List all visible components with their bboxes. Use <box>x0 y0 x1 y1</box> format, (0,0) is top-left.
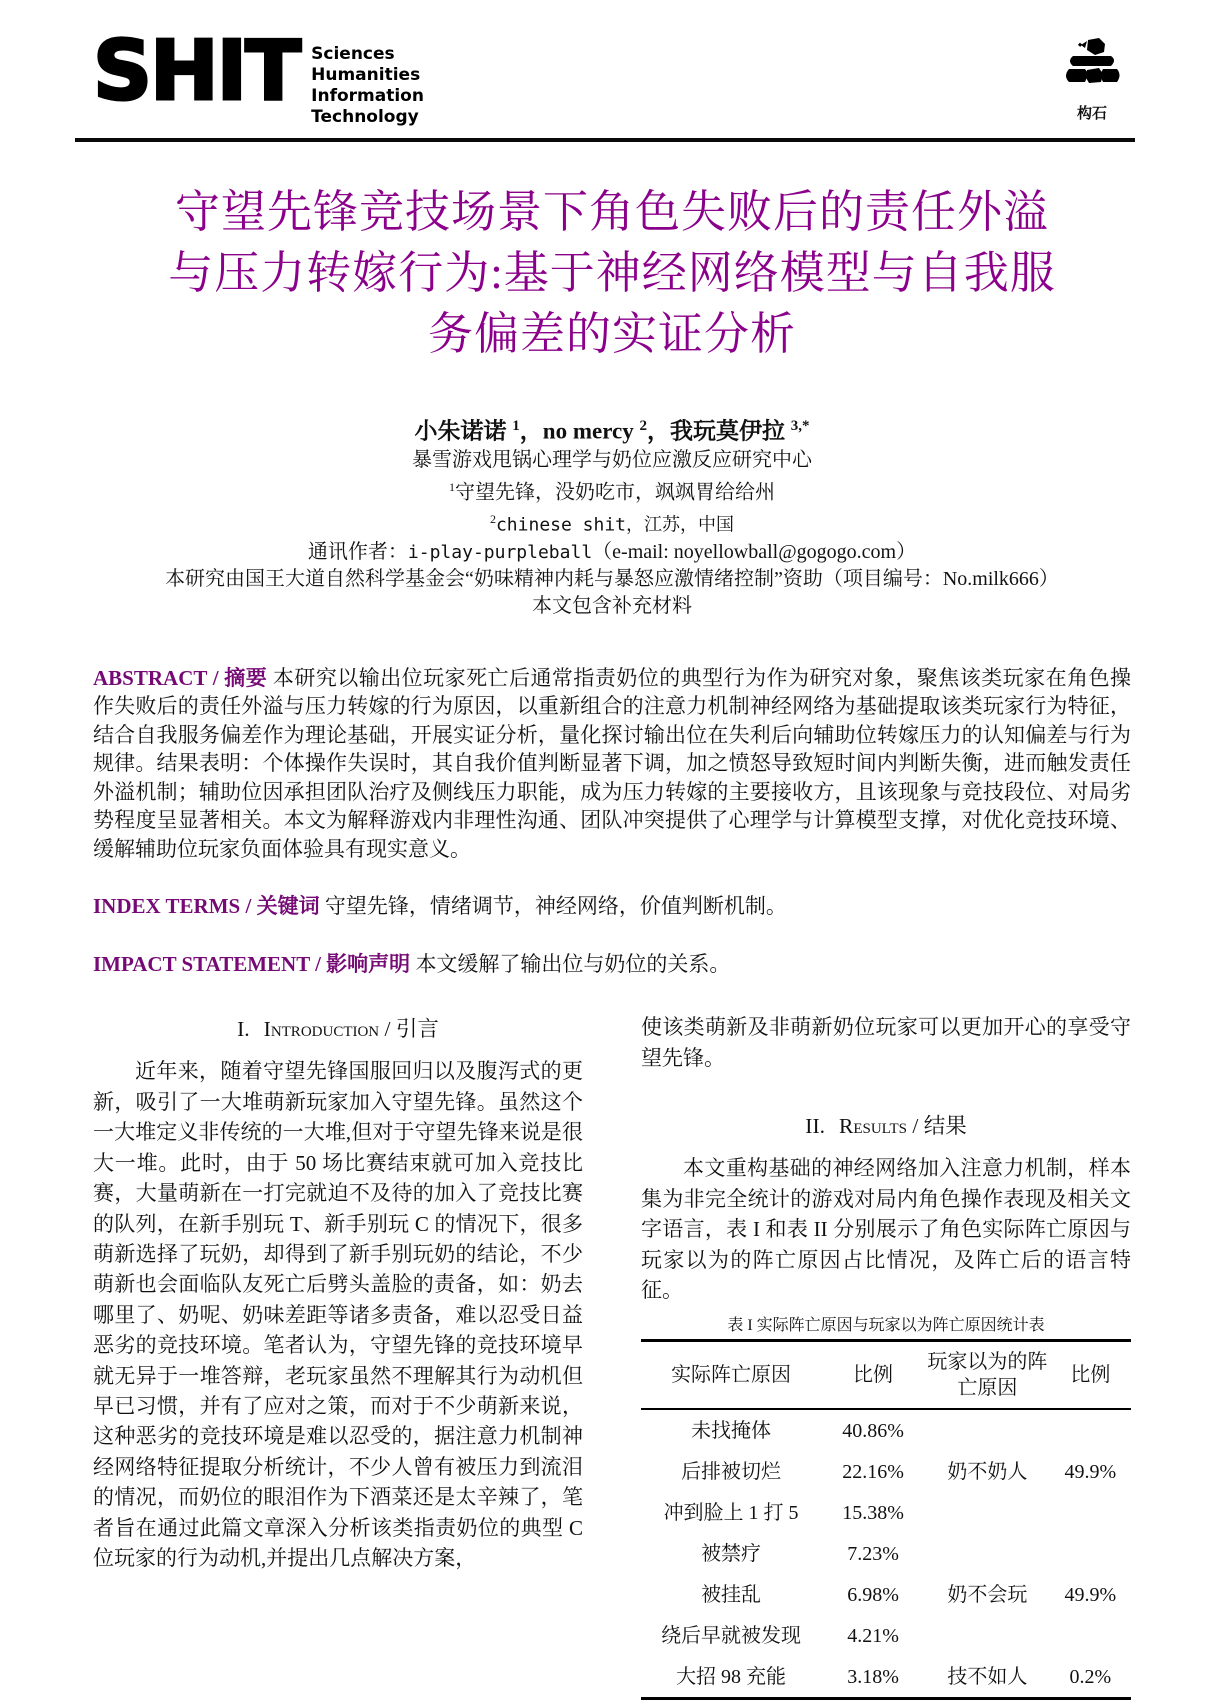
section-numeral: II. <box>805 1114 825 1139</box>
author-name: 我玩莫伊拉 <box>669 418 791 444</box>
table-cell: 4.21% <box>847 1624 899 1647</box>
author-separator: ， <box>519 418 543 444</box>
table-cell <box>925 1409 1050 1451</box>
table-cell: 49.9% <box>1064 1460 1117 1483</box>
masthead <box>93 24 1131 128</box>
affiliation-center: 暴雪游戏甩锅心理学与奶位应激反应研究中心 <box>412 448 812 471</box>
introduction-paragraph: 近年来，随着守望先锋国服回归以及腹泻式的更新，吸引了一大堆萌新玩家加入守望先锋。虽然这个一大堆定义非传统的一大堆,但对于守望先锋来说是很大一堆。此时，由于 50 场比赛结束就可加入竞技比赛，大量萌新在一打完就迫不及待的加入了竞技比赛的队列，在新手别玩 T、新手别玩 C 的情况下，很多萌新选择了玩奶，却得到了新手别玩奶的结论，不少萌新也会面临队友死亡后劈头盖脸的责备，如：奶去哪里了、奶呢、奶味差距等诸多责备，难以忍受日益恶劣的竞技环境。笔者认为，守望先锋的竞技环境早就无异于一堆答辩，老玩家虽然不理解其行为动机但早已习惯，并有了应对之策，而对于不少萌新来说，这种恶劣的竞技环境是难以忍受的，据注意力机制神经网络特征提取分析统计，不少人曾有被压力到流泪的情况，而奶位的眼泪作为下酒菜还是太辛辣了，笔者旨在通过此篇文章深入分析该类指责奶位的典型 C 位玩家的行为动机,并提出几点解决方案， <box>93 1059 583 1570</box>
table1-header <box>641 1341 1131 1410</box>
section-title-zh: / 结果 <box>906 1114 967 1139</box>
logo-sub-line: Information <box>311 86 424 106</box>
table-cell: 被禁疗 <box>701 1542 762 1565</box>
table-cell <box>925 1615 1050 1656</box>
affiliation-1 <box>93 474 1131 507</box>
section-title-en: Results <box>839 1114 907 1139</box>
impact-label-en: IMPACT STATEMENT <box>93 951 310 976</box>
affiliation-mark: 1 <box>449 479 455 494</box>
rock-pile-icon <box>1059 36 1125 101</box>
journal-logo <box>93 24 424 128</box>
table-cell: 6.98% <box>847 1583 899 1606</box>
table-cell: 49.9% <box>1064 1583 1117 1606</box>
table-header-cell: 比例 <box>821 1341 925 1410</box>
table-cell <box>1050 1615 1131 1656</box>
affiliation-1-text: 守望先锋，没奶吃市，飒飒胃给给州 <box>455 481 775 504</box>
funding-note: 本研究由国王大道自然科学基金会“奶味精神内耗与暴怒应激情绪控制”资助（项目编号：No.milk666） <box>165 567 1059 590</box>
abstract-body: 本研究以输出位玩家死亡后通常指责奶位的典型行为作为研究对象，聚焦该类玩家在角色操作失败后的责任外溢与压力转嫁的行为原因，以重新组合的注意力机制神经网络为基础提取该类玩家行为特征，结合自我服务偏差作为理论基础，开展实证分析，量化探讨输出位在失利后向辅助位转嫁压力的认知偏差与行为规律。结果表明：个体操作失误时，其自我价值判断显著下调，加之愤怒导致短时间内判断失衡，进而触发责任外溢机制；辅助位因承担团队治疗及侧线压力职能，成为压力转嫁的主要接收方，且该现象与竞技段位、对局劣势程度呈显著相关。本文为解释游戏内非理性沟通、团队冲突提供了心理学与计算模型支撑，对优化竞技环境、缓解辅助位玩家负面体验具有现实意义。 <box>93 665 1131 861</box>
table-cell <box>1050 1533 1131 1574</box>
table-cell: 被挂乱 <box>701 1583 762 1606</box>
author-separator: ， <box>646 418 670 444</box>
author-name: 小朱诺诺 <box>414 418 513 444</box>
table-cell: 7.23% <box>847 1542 899 1565</box>
table-cell <box>925 1492 1050 1533</box>
section-title-zh: / 引言 <box>379 1017 439 1042</box>
table-cell: 奶不奶人 <box>947 1460 1028 1483</box>
results-paragraph: 本文重构基础的神经网络加入注意力机制，样本集为非完全统计的游戏对局内角色操作表现及相关文字语言，表 I 和表 II 分别展示了角色实际阵亡原因与玩家以为的阵亡原因占比情况，及阵亡后的语言特征。 <box>641 1156 1131 1302</box>
paper-title-line: 务偏差的实证分析 <box>427 309 796 359</box>
table-cell: 15.38% <box>842 1501 904 1524</box>
table-row <box>641 1574 1131 1615</box>
paper-title <box>93 182 1131 365</box>
author-affiliation-mark: 2 <box>639 418 647 434</box>
author-list <box>93 411 1131 447</box>
logo-sub-line: Humanities <box>311 65 421 85</box>
two-column-body <box>93 1012 1131 1700</box>
impact-statement <box>93 950 1131 979</box>
index-terms <box>93 892 1131 921</box>
table-cell: 技不如人 <box>947 1665 1028 1688</box>
table1 <box>641 1339 1131 1700</box>
table-cell: 0.2% <box>1069 1665 1112 1688</box>
masthead-rule <box>75 138 1135 142</box>
right-column <box>641 1012 1131 1700</box>
table-cell: 绕后早就被发现 <box>661 1624 802 1647</box>
table-cell: 22.16% <box>842 1460 904 1483</box>
table-header-cell: 比例 <box>1050 1341 1131 1410</box>
introduction-continued: 使该类萌新及非萌新奶位玩家可以更加开心的享受守望先锋。 <box>641 1015 1131 1070</box>
abstract-label-en: ABSTRACT <box>93 665 207 690</box>
table-row <box>641 1533 1131 1574</box>
index-terms-label-en: INDEX TERMS <box>93 894 241 919</box>
publisher-badge-label: 构石 <box>1076 104 1107 122</box>
table-cell: 未找掩体 <box>691 1419 772 1442</box>
table-cell: 后排被切烂 <box>681 1460 782 1483</box>
journal-logo-text: SHIT <box>93 24 300 119</box>
journal-logo-subtitle <box>311 44 424 128</box>
index-terms-label-zh: / 关键词 <box>240 894 325 919</box>
section-heading-results <box>641 1109 1131 1140</box>
corresponding-id: i-play-purpleball <box>407 541 593 563</box>
table-cell <box>1050 1409 1131 1451</box>
logo-sub-line: Technology <box>311 107 419 127</box>
table-cell: 大招 98 充能 <box>676 1665 787 1688</box>
table-row <box>641 1409 1131 1451</box>
byline <box>93 411 1131 620</box>
corresponding-email: （e-mail: noyellowball@gogogo.com） <box>592 540 917 563</box>
table-cell: 3.18% <box>847 1665 899 1688</box>
corresponding-author <box>93 539 1131 566</box>
section-heading-introduction <box>93 1012 583 1043</box>
index-terms-body: 守望先锋，情绪调节，神经网络，价值判断机制。 <box>324 894 787 919</box>
table-row <box>641 1656 1131 1699</box>
table-header-row <box>641 1341 1131 1410</box>
paper-title-line: 守望先锋竞技场景下角色失败后的责任外溢 <box>174 187 1049 237</box>
author-affiliation-mark: 3,* <box>790 418 810 434</box>
table1-body <box>641 1409 1131 1699</box>
corresponding-prefix: 通讯作者： <box>307 540 408 563</box>
abstract-label-zh: / 摘要 <box>206 665 273 690</box>
table-row <box>641 1615 1131 1656</box>
publisher-badge <box>1053 36 1131 123</box>
table-row <box>641 1451 1131 1492</box>
abstract <box>93 664 1131 864</box>
table-row <box>641 1492 1131 1533</box>
affiliation-2 <box>93 506 1131 539</box>
impact-label-zh: / 影响声明 <box>309 951 416 976</box>
paper-title-line: 与压力转嫁行为:基于神经网络模型与自我服 <box>168 248 1056 298</box>
table-cell: 冲到脸上 1 打 5 <box>663 1501 799 1524</box>
supplement-note: 本文包含补充材料 <box>532 594 692 617</box>
table-cell <box>925 1533 1050 1574</box>
affiliation-2-text: chinese shit，江苏，中国 <box>495 514 735 536</box>
table1-caption: 表 I 实际阵亡原因与玩家以为阵亡原因统计表 <box>727 1317 1045 1335</box>
table-header-cell: 玩家以为的阵亡原因 <box>925 1341 1050 1410</box>
table-cell: 40.86% <box>842 1419 904 1442</box>
author-name: no mercy <box>542 418 640 444</box>
section-numeral: I. <box>237 1017 250 1042</box>
section-title-en: Introduction <box>263 1017 380 1042</box>
affiliation-mark: 2 <box>489 512 496 527</box>
table-cell: 奶不会玩 <box>947 1583 1028 1606</box>
table-header-cell: 实际阵亡原因 <box>641 1341 821 1410</box>
author-affiliation-mark: 1 <box>512 418 520 434</box>
logo-sub-line: Sciences <box>311 44 395 64</box>
left-column <box>93 1012 583 1700</box>
impact-body: 本文缓解了输出位与奶位的关系。 <box>415 951 731 976</box>
table-cell <box>1050 1492 1131 1533</box>
